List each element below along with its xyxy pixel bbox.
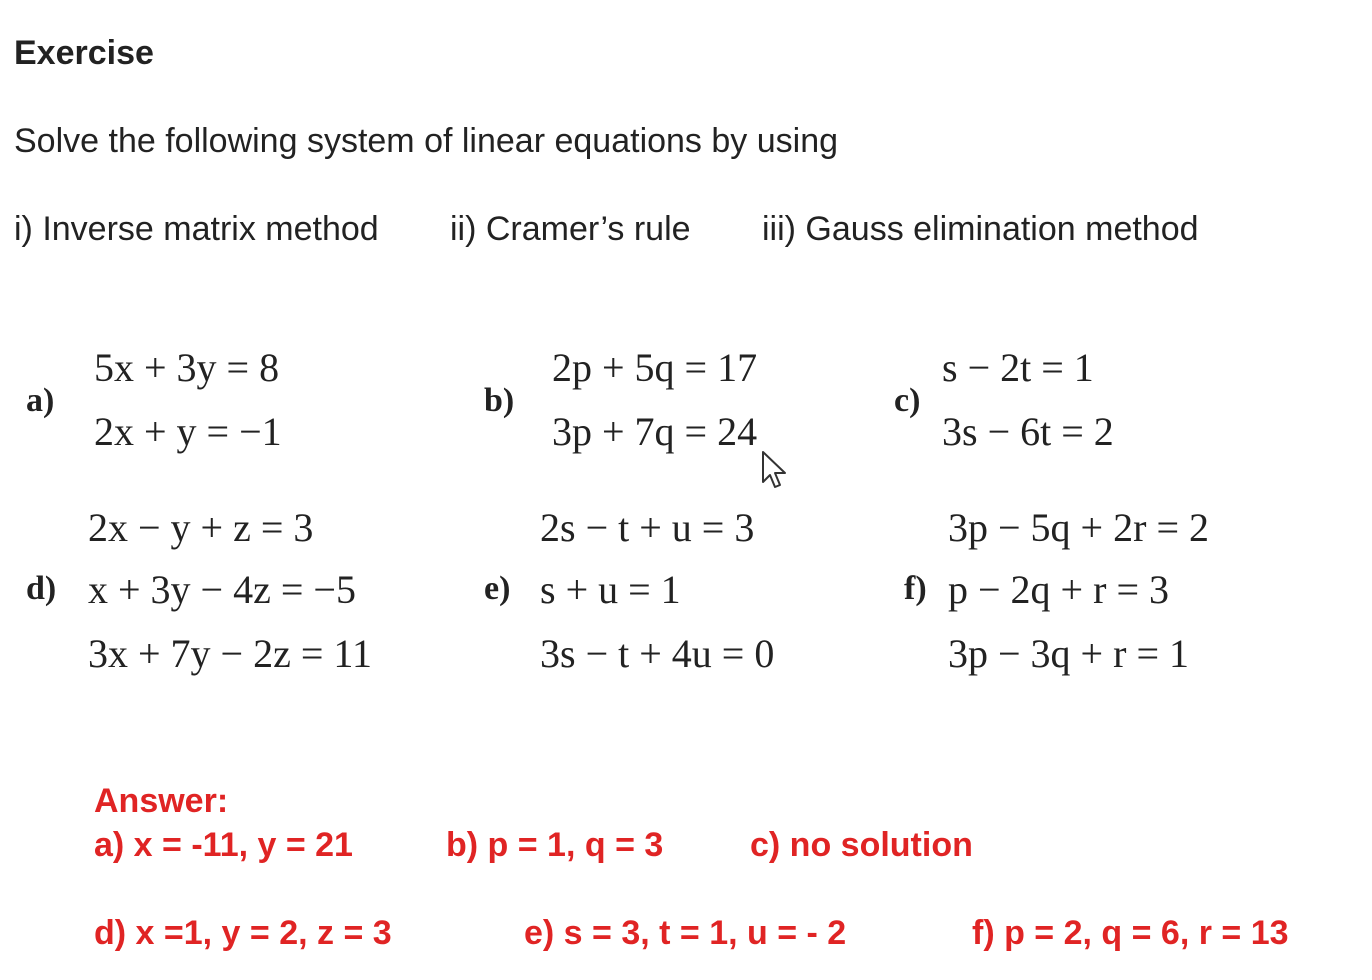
problem-b-eq-2: 3p + 7q = 24 (552, 409, 758, 454)
problem-e-eq-2: s + u = 1 (540, 567, 681, 612)
answer-f: f) p = 2, q = 6, r = 13 (972, 914, 1289, 952)
answer-a: a) x = -11, y = 21 (94, 826, 353, 864)
answer-d: d) x =1, y = 2, z = 3 (94, 914, 392, 952)
answer-heading: Answer: (94, 782, 229, 820)
problem-d-label: d) (26, 570, 57, 607)
method-cramers-rule: ii) Cramer’s rule (450, 210, 691, 248)
problem-d-eq-3: 3x + 7y − 2z = 11 (88, 631, 372, 676)
method-inverse-matrix: i) Inverse matrix method (14, 210, 379, 248)
problem-b-label: b) (484, 382, 515, 419)
problem-c-label: c) (894, 382, 921, 419)
problem-b-eq-1: 2p + 5q = 17 (552, 345, 758, 390)
problem-f-eq-2: p − 2q + r = 3 (948, 567, 1169, 612)
instruction-text: Solve the following system of linear equations by using (14, 122, 839, 160)
answer-b: b) p = 1, q = 3 (446, 826, 664, 864)
problem-a-label: a) (26, 382, 55, 419)
exercise-title: Exercise (14, 34, 154, 72)
problem-c-eq-1: s − 2t = 1 (942, 345, 1094, 390)
problem-a-eq-1: 5x + 3y = 8 (94, 345, 280, 390)
problem-d-eq-2: x + 3y − 4z = −5 (88, 567, 356, 612)
problem-a-eq-2: 2x + y = −1 (94, 409, 282, 454)
problem-f-eq-3: 3p − 3q + r = 1 (948, 631, 1189, 676)
problem-d-eq-1: 2x − y + z = 3 (88, 505, 314, 550)
problem-f-eq-1: 3p − 5q + 2r = 2 (948, 505, 1209, 550)
problem-f-label: f) (904, 570, 927, 607)
answer-e: e) s = 3, t = 1, u = - 2 (524, 914, 847, 952)
problem-c-eq-2: 3s − 6t = 2 (942, 409, 1114, 454)
problem-e-eq-1: 2s − t + u = 3 (540, 505, 755, 550)
answer-c: c) no solution (750, 826, 973, 864)
mouse-pointer-icon (760, 450, 790, 492)
problem-e-label: e) (484, 570, 511, 607)
method-gauss-elimination: iii) Gauss elimination method (762, 210, 1199, 248)
problem-e-eq-3: 3s − t + 4u = 0 (540, 631, 775, 676)
